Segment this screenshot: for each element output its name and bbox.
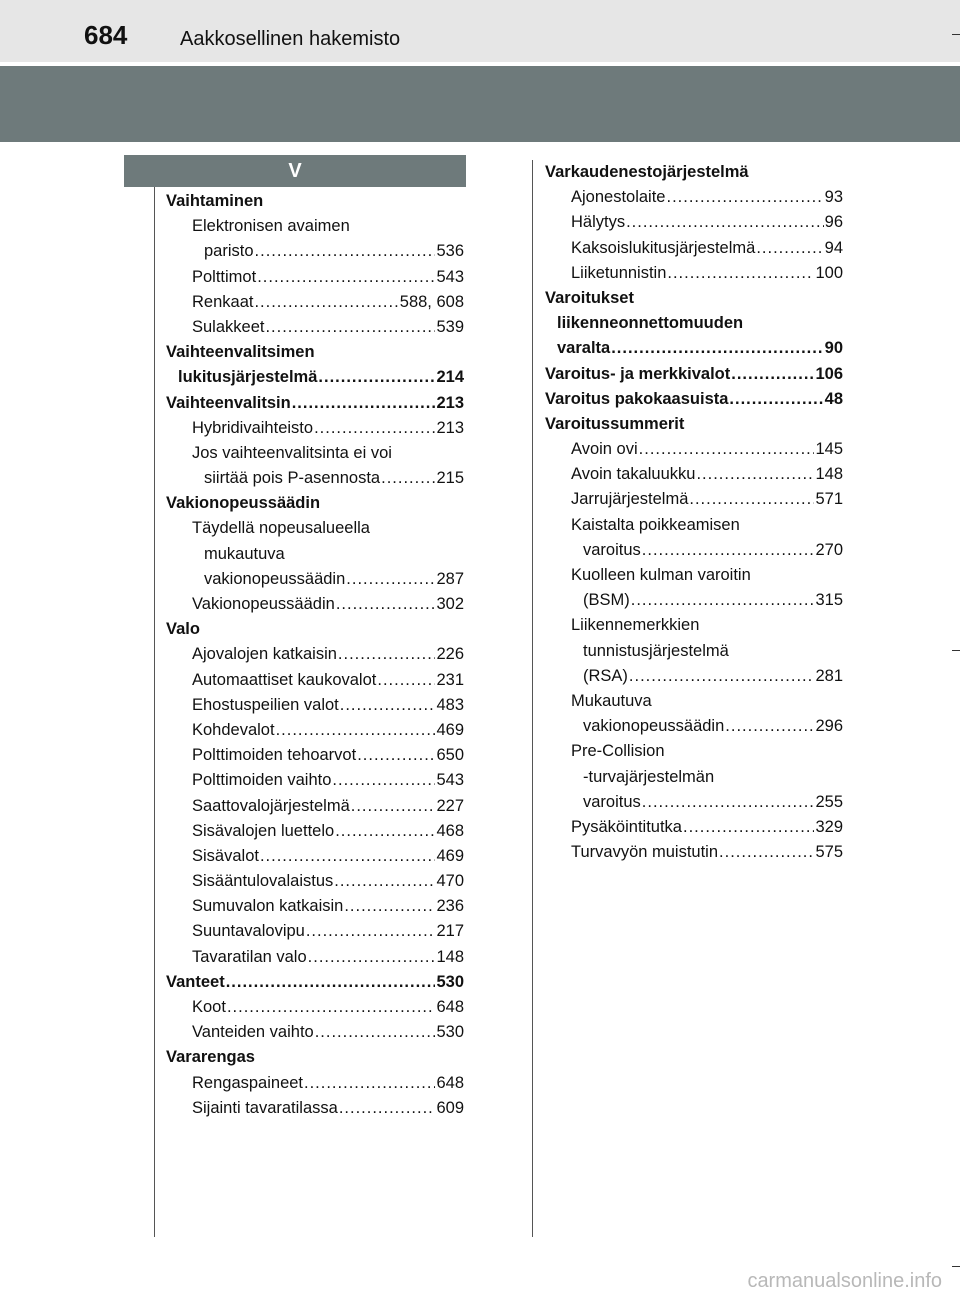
index-entry xyxy=(545,563,843,588)
index-entry-page: 281 xyxy=(815,666,843,685)
index-entry-page: 543 xyxy=(436,771,464,790)
dot-leader xyxy=(729,387,823,412)
index-entry xyxy=(545,437,843,462)
index-entry-text: Vakionopeussäädin xyxy=(192,595,335,613)
index-entry-page: 213 xyxy=(436,393,464,412)
index-entry-page: 539 xyxy=(436,317,464,336)
index-entry-page: 530 xyxy=(436,972,464,991)
left-column-rule xyxy=(154,187,155,1237)
index-entry xyxy=(166,1045,464,1070)
index-entry-page: 148 xyxy=(436,947,464,966)
dot-leader xyxy=(292,391,436,416)
index-entry xyxy=(166,391,464,416)
index-entry xyxy=(545,412,843,437)
index-entry xyxy=(166,491,464,516)
index-entry-page: 90 xyxy=(824,339,843,358)
index-entry-text: Pre-Collision xyxy=(571,742,665,761)
index-entry xyxy=(166,265,464,290)
watermark: carmanualsonline.info xyxy=(747,1270,942,1292)
dot-leader xyxy=(629,664,815,689)
index-entry-text: Vaihtaminen xyxy=(166,192,264,210)
dot-leader xyxy=(332,768,435,793)
index-entry xyxy=(166,668,464,693)
index-entry xyxy=(545,639,843,664)
dot-leader xyxy=(639,437,815,462)
index-entry xyxy=(545,840,843,865)
dot-leader xyxy=(631,588,815,613)
index-entry-page: 648 xyxy=(436,998,464,1016)
index-entry-text: liikenneonnettomuuden xyxy=(557,314,744,333)
dot-leader xyxy=(255,239,436,264)
dot-leader xyxy=(666,185,823,210)
dot-leader xyxy=(642,538,815,563)
dot-leader xyxy=(642,790,815,815)
dot-leader xyxy=(667,261,814,286)
index-entry-page: 469 xyxy=(436,846,464,865)
index-entry xyxy=(545,387,843,412)
index-entry xyxy=(545,362,843,387)
index-entry xyxy=(545,664,843,689)
index-entry-page: 213 xyxy=(436,418,464,437)
index-entry-text: Varkaudenestojärjestelmä xyxy=(545,163,749,181)
index-entry-text: Vanteet xyxy=(166,972,225,991)
index-entry-page: 296 xyxy=(815,717,843,736)
index-entry-text: tunnistusjärjestelmä xyxy=(583,641,729,660)
dot-leader xyxy=(338,642,436,667)
index-entry xyxy=(166,1096,464,1121)
index-entry-page: 530 xyxy=(436,1023,464,1042)
index-entry-page: 650 xyxy=(436,746,464,765)
index-entry-page: 329 xyxy=(815,817,843,836)
index-entry-page: 145 xyxy=(815,440,843,459)
index-entry xyxy=(166,970,464,995)
index-entry-page: 215 xyxy=(436,469,464,488)
index-entry-text: Mukautuva xyxy=(571,691,652,710)
index-entry-text: mukautuva xyxy=(204,544,285,563)
index-entry-text: Hälytys xyxy=(571,213,626,232)
dot-leader xyxy=(335,819,435,844)
right-index-column xyxy=(545,160,843,865)
page-number: 684 xyxy=(84,20,128,50)
index-entry xyxy=(166,189,464,214)
crop-mark xyxy=(952,34,960,35)
index-entry xyxy=(166,567,464,592)
index-entry-page: 571 xyxy=(815,490,843,509)
index-entry-page: 214 xyxy=(436,368,464,387)
index-entry xyxy=(545,613,843,638)
index-entry-text: Vakionopeussäädin xyxy=(166,494,321,513)
index-entry-page: 543 xyxy=(436,267,464,286)
index-entry-text: Kohdevalot xyxy=(192,720,275,739)
index-entry xyxy=(166,290,464,315)
dot-leader xyxy=(257,265,435,290)
index-entry-page: 483 xyxy=(436,695,464,714)
dot-leader xyxy=(611,336,823,361)
index-entry xyxy=(166,844,464,869)
dot-leader xyxy=(315,1020,436,1045)
index-entry-text: Tavaratilan valo xyxy=(192,947,307,966)
index-entry-page: 469 xyxy=(436,720,464,739)
dot-leader xyxy=(227,995,436,1020)
index-entry-page: 93 xyxy=(824,188,843,207)
index-entry-text: Vaihteenvalitsimen xyxy=(166,343,315,362)
dot-leader xyxy=(254,290,398,315)
index-entry-text: Avoin takaluukku xyxy=(571,465,696,484)
dot-leader xyxy=(308,945,436,970)
index-entry xyxy=(166,718,464,743)
index-entry-text: Liikennemerkkien xyxy=(571,616,700,635)
dot-leader xyxy=(260,844,436,869)
index-entry xyxy=(166,340,464,365)
index-entry-page: 302 xyxy=(436,595,464,613)
index-entry-text: Kaistalta poikkeamisen xyxy=(571,515,740,534)
index-entry-page: 217 xyxy=(436,922,464,941)
index-entry-text: Varoitus pakokaasuista xyxy=(545,389,729,408)
dot-leader xyxy=(626,210,824,235)
index-entry-page: 270 xyxy=(815,540,843,559)
index-entry-text: Sulakkeet xyxy=(192,317,265,336)
index-entry-text: (BSM) xyxy=(583,591,630,610)
index-entry-page: 148 xyxy=(815,465,843,484)
dot-leader xyxy=(346,567,435,592)
index-entry-text: vakionopeussäädin xyxy=(583,717,725,736)
dot-leader xyxy=(306,919,436,944)
dot-leader xyxy=(344,894,435,919)
dot-leader xyxy=(304,1071,435,1096)
dot-leader xyxy=(318,365,435,390)
dot-leader xyxy=(339,1096,436,1121)
index-entry-text: varalta xyxy=(557,339,611,358)
dot-leader xyxy=(265,315,435,340)
dot-leader xyxy=(725,714,814,739)
index-entry xyxy=(166,466,464,491)
index-entry-text: Kaksoislukitusjärjestelmä xyxy=(571,238,756,257)
index-entry-text: (RSA) xyxy=(583,666,628,685)
index-entry-page: 96 xyxy=(824,213,843,232)
index-entry-page: 315 xyxy=(815,591,843,610)
index-entry xyxy=(166,516,464,541)
index-entry xyxy=(545,538,843,563)
index-entry xyxy=(545,588,843,613)
index-entry xyxy=(166,214,464,239)
index-entry xyxy=(545,815,843,840)
index-entry-text: Avoin ovi xyxy=(571,440,638,459)
dot-leader xyxy=(334,869,435,894)
index-entry xyxy=(166,617,464,642)
dot-leader xyxy=(357,743,435,768)
index-entry-page: 536 xyxy=(436,242,464,261)
index-entry-text: -turvajärjestelmän xyxy=(583,767,715,786)
index-entry-text: varoitus xyxy=(583,540,641,559)
index-entry-text: Jarrujärjestelmä xyxy=(571,490,689,509)
index-entry-text: Täydellä nopeusalueella xyxy=(192,519,370,538)
index-entry xyxy=(545,487,843,512)
index-entry-text: paristo xyxy=(204,242,254,261)
index-entry-text: Polttimot xyxy=(192,267,257,286)
index-entry-page: 588, 608 xyxy=(399,292,464,311)
index-entry xyxy=(166,365,464,390)
page-title: Aakkosellinen hakemisto xyxy=(180,28,401,50)
index-entry-text: Turvavyön muistutin xyxy=(571,843,719,862)
index-entry-text: Elektronisen avaimen xyxy=(192,217,350,236)
index-entry xyxy=(166,693,464,718)
index-entry-text: vakionopeussäädin xyxy=(204,569,346,588)
index-entry-page: 236 xyxy=(436,897,464,916)
index-entry-text: lukitusjärjestelmä xyxy=(178,368,318,387)
header-bar xyxy=(0,0,960,62)
dot-leader xyxy=(689,487,814,512)
index-entry xyxy=(166,794,464,819)
index-entry xyxy=(166,819,464,844)
index-entry xyxy=(166,1020,464,1045)
index-entry xyxy=(545,236,843,261)
dot-leader xyxy=(340,693,436,718)
index-entry xyxy=(166,869,464,894)
index-entry xyxy=(166,919,464,944)
index-entry-text: Pysäköintitutka xyxy=(571,817,682,836)
index-entry-page: 100 xyxy=(815,263,843,282)
index-entry-text: Varoitukset xyxy=(545,288,634,307)
index-entry-text: Valo xyxy=(166,620,200,639)
index-entry-page: 287 xyxy=(436,569,464,588)
index-entry xyxy=(545,739,843,764)
index-entry xyxy=(545,714,843,739)
dot-leader xyxy=(226,970,436,995)
crop-mark xyxy=(952,1266,960,1267)
index-entry-text: Polttimoiden vaihto xyxy=(192,771,332,790)
header-band xyxy=(0,66,960,142)
index-entry-page: 648 xyxy=(436,1073,464,1092)
index-entry xyxy=(545,160,843,185)
index-entry-text: Sijainti tavaratilassa xyxy=(192,1098,338,1117)
index-entry xyxy=(166,945,464,970)
index-entry-text: Sisävalot xyxy=(192,846,259,865)
index-entry xyxy=(545,311,843,336)
index-entry-text: Renkaat xyxy=(192,292,254,311)
right-column-rule xyxy=(532,160,533,1237)
index-entry-page: 470 xyxy=(436,872,464,891)
dot-leader xyxy=(336,592,436,617)
index-entry xyxy=(545,210,843,235)
dot-leader xyxy=(696,462,814,487)
dot-leader xyxy=(351,794,436,819)
index-entry-text: Liiketunnistin xyxy=(571,263,667,282)
index-entry-page: 48 xyxy=(824,389,843,408)
index-entry-text: Varoitus- ja merkkivalot xyxy=(545,364,731,383)
index-entry-text: Automaattiset kaukovalot xyxy=(192,670,377,689)
index-entry xyxy=(545,261,843,286)
index-entry-page: 106 xyxy=(815,364,843,383)
index-entry-text: Rengaspaineet xyxy=(192,1073,304,1092)
index-entry-text: Sisääntulovalaistus xyxy=(192,872,334,891)
index-entry-text: Suuntavalovipu xyxy=(192,922,305,941)
index-entry xyxy=(545,462,843,487)
index-entry xyxy=(545,513,843,538)
dot-leader xyxy=(377,668,435,693)
dot-leader xyxy=(731,362,814,387)
index-entry-text: varoitus xyxy=(583,792,641,811)
index-entry xyxy=(545,790,843,815)
dot-leader xyxy=(381,466,435,491)
index-entry-page: 231 xyxy=(436,670,464,689)
index-entry xyxy=(166,768,464,793)
index-entry xyxy=(545,689,843,714)
index-entry xyxy=(166,441,464,466)
index-entry xyxy=(545,185,843,210)
index-entry-text: Varoitussummerit xyxy=(545,414,685,433)
index-entry-text: Kuolleen kulman varoitin xyxy=(571,566,751,584)
index-entry-text: Ajonestolaite xyxy=(571,188,666,207)
index-entry xyxy=(166,315,464,340)
index-entry xyxy=(545,286,843,311)
dot-leader xyxy=(314,416,435,441)
index-entry xyxy=(166,894,464,919)
index-entry-text: Ajovalojen katkaisin xyxy=(192,645,337,664)
section-letter-bar: V xyxy=(124,155,466,187)
index-entry-page: 255 xyxy=(815,792,843,811)
index-entry-text: Hybridivaihteisto xyxy=(192,418,314,437)
index-entry-text: Sumuvalon katkaisin xyxy=(192,897,344,916)
index-entry-text: Sisävalojen luettelo xyxy=(192,821,335,840)
index-entry-text: Saattovalojärjestelmä xyxy=(192,796,350,815)
index-entry-page: 94 xyxy=(824,238,843,257)
index-entry xyxy=(166,592,464,617)
index-entry-page: 468 xyxy=(436,821,464,840)
index-entry xyxy=(166,1071,464,1096)
index-entry-page: 575 xyxy=(815,843,843,862)
index-entry xyxy=(166,995,464,1020)
crop-mark xyxy=(952,650,960,651)
dot-leader xyxy=(276,718,436,743)
dot-leader xyxy=(683,815,814,840)
index-entry-text: Polttimoiden tehoarvot xyxy=(192,746,357,765)
index-entry xyxy=(166,542,464,567)
index-entry-text: Ehostuspeilien valot xyxy=(192,695,339,714)
index-entry xyxy=(545,336,843,361)
index-entry-text: Vaihteenvalitsin xyxy=(166,393,291,412)
index-entry-text: Koot xyxy=(192,998,226,1016)
dot-leader xyxy=(756,236,823,261)
index-entry xyxy=(166,642,464,667)
index-entry-text: Vararengas xyxy=(166,1048,255,1067)
index-entry-text: siirtää pois P-asennosta xyxy=(204,469,381,488)
index-entry-page: 227 xyxy=(436,796,464,815)
index-entry-page: 226 xyxy=(436,645,464,664)
index-entry xyxy=(545,765,843,790)
index-entry-page: 609 xyxy=(436,1098,464,1117)
index-entry-text: Jos vaihteenvalitsinta ei voi xyxy=(192,443,392,462)
left-index-column xyxy=(166,189,464,1121)
index-entry xyxy=(166,743,464,768)
index-entry xyxy=(166,239,464,264)
dot-leader xyxy=(719,840,814,865)
index-entry xyxy=(166,416,464,441)
index-entry-text: Vanteiden vaihto xyxy=(192,1023,314,1042)
